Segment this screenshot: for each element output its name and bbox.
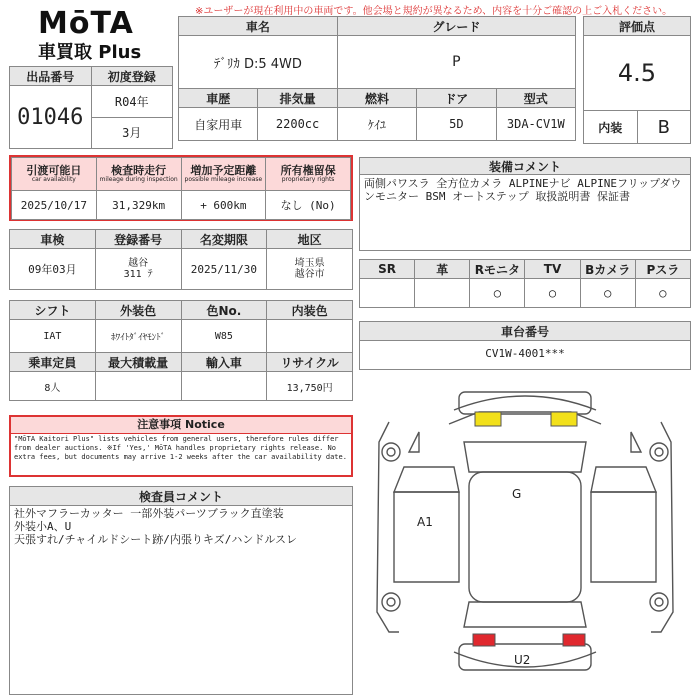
score-table [583,16,691,144]
interior-color-label: 内装色 [267,301,353,320]
wheel-rear-left [382,593,400,611]
inspection-value: 09年03月 [10,249,96,290]
inspector-comment-body [9,505,353,695]
mota-logo: MōTA [38,6,134,41]
capacity-value: 8人 [10,372,96,401]
wheel-rear-right [650,593,668,611]
front-bumper-outline [454,396,596,410]
name-change-label: 名変期限 [181,230,267,249]
option-label-rear-monitor: Rモニタ [470,260,525,279]
increase-label: 増加予定距離 possible mileage increase [181,158,266,191]
shift-label: シフト [10,301,96,320]
capacity-label: 乗車定員 [10,353,96,372]
displacement-value: 2200cc [258,108,337,141]
right-door-outline [591,492,656,582]
color-no-value: W85 [181,320,267,353]
door-label: ドア [417,89,496,108]
inspector-line: 社外マフラーカッター 一部外装パーツブラック直塗装 [14,507,284,520]
interior-label: 内装 [584,111,638,144]
option-value-tv: ○ [525,279,580,308]
wheel-front-left [382,443,400,461]
option-label-leather: 革 [415,260,470,279]
rear-light-right-marker [563,634,585,646]
option-value-sr [360,279,415,308]
district-value: 埼玉県 越谷市 [267,249,353,290]
notice-text: "MōTA Kaitori Plus" lists vehicles from general users, therefore rules differ from dealer auctions. ※If 'Yes,' MōTA handles proprietary rights release. No extra fees, but documents may arrive 1-2 weeks after the car availability date. [14,435,347,461]
option-value-back-camera: ○ [580,279,635,308]
proprietary-label: 所有権留保 proprietary rights [266,158,351,191]
rear-window-outline [464,602,586,627]
availability-label: 引渡可能日 car availability [12,158,97,191]
max-load-label: 最大積載量 [95,353,181,372]
left-window-outline [394,467,459,492]
rear-light-left-marker [473,634,495,646]
option-value-power-slide: ○ [635,279,690,308]
max-load-value [95,372,181,401]
windshield-outline [464,442,586,472]
mirror-right [631,432,641,452]
name-change-value: 2025/11/30 [181,249,267,290]
history-value: 自家用車 [179,108,258,141]
mota-logo-sub: 車買取 Plus [38,42,142,63]
inspector-line: 外装小A、U [14,520,72,533]
history-label: 車歴 [179,89,258,108]
increase-value: + 600km [181,191,266,220]
equipment-comment-title: 装備コメント [359,157,691,175]
option-value-rear-monitor: ○ [470,279,525,308]
damage-mark-u2: U2 [514,653,531,667]
notice-title: 注意事項 Notice [11,417,351,434]
car-name-label: 車名 [179,17,338,36]
exterior-color-value: ﾎﾜｲﾄﾀﾞｲﾔﾓﾝﾄﾞ [95,320,181,353]
right-window-outline [591,467,656,492]
equipment-comment-body: 両側パワスラ 全方位カメラ ALPINEナビ ALPINEフリップダウンモニター BSM オートステップ 取扱説明書 保証書 [359,175,691,251]
car-name-value: ﾃﾞﾘｶ D:5 4WD [179,36,338,89]
recycle-value: 13,750円 [267,372,353,401]
chassis-value: CV1W-4001*** [359,340,691,370]
displacement-label: 排気量 [258,89,337,108]
plate-value: 越谷 311 ﾃ [95,249,181,290]
mileage-table [11,157,351,220]
front-light-right-marker [551,412,577,426]
mileage-value: 31,329km [96,191,181,220]
option-value-leather [415,279,470,308]
door-value: 5D [417,108,496,141]
import-value [181,372,267,401]
score-value: 4.5 [584,36,691,111]
option-label-power-slide: Pスラ [635,260,690,279]
inspection-label: 車検 [10,230,96,249]
fuel-label: 燃料 [337,89,416,108]
score-label: 評価点 [584,17,691,36]
color-no-label: 色No. [181,301,267,320]
damage-mark-a1: A1 [417,515,433,529]
listing-table [9,66,173,149]
roof-outline [469,472,581,602]
inspector-line: 天張すれ/チャイルドシート跡/内張りキズ/ハンドルスレ [14,533,297,546]
listing-no-label: 出品番号 [10,67,92,86]
model-value: 3DA-CV1W [496,108,575,141]
wheel-front-right [650,443,668,461]
notice-box [9,415,353,477]
option-label-back-camera: Bカメラ [580,260,635,279]
plate-label: 登録番号 [95,230,181,249]
top-notice: ※ユーザーが現在利用中の車両です。他会場と規約が異なるため、内容を十分ご確認の上ご入札ください。 [195,6,673,17]
inspector-comment-title: 検査員コメント [9,486,353,506]
options-table [359,259,691,308]
registration-table [9,229,353,290]
grade-label: グレード [337,17,575,36]
mileage-label: 検査時走行 mileage during inspection [96,158,181,191]
first-reg-month: 3月 [91,117,173,149]
shift-value: IAT [10,320,96,353]
interior-value: B [637,111,691,144]
option-label-tv: TV [525,260,580,279]
left-door-outline [394,492,459,582]
exterior-color-label: 外装色 [95,301,181,320]
interior-color-value [267,320,353,353]
spec-table [9,300,353,401]
listing-no-value: 01046 [10,86,92,149]
proprietary-value: なし (No) [266,191,351,220]
availability-value: 2025/10/17 [12,191,97,220]
chassis-title: 車台番号 [359,321,691,341]
district-label: 地区 [267,230,353,249]
mirror-left [409,432,419,452]
grade-value: P [337,36,575,89]
fuel-value: ｹｲﾕ [337,108,416,141]
model-label: 型式 [496,89,575,108]
import-label: 輸入車 [181,353,267,372]
car-damage-diagram [359,382,691,696]
front-light-left-marker [475,412,501,426]
car-info-table [178,16,576,141]
first-reg-label: 初度登録 [91,67,173,86]
option-label-sr: SR [360,260,415,279]
recycle-label: リサイクル [267,353,353,372]
damage-mark-g: G [512,487,522,501]
first-reg-year: R04年 [91,86,173,118]
